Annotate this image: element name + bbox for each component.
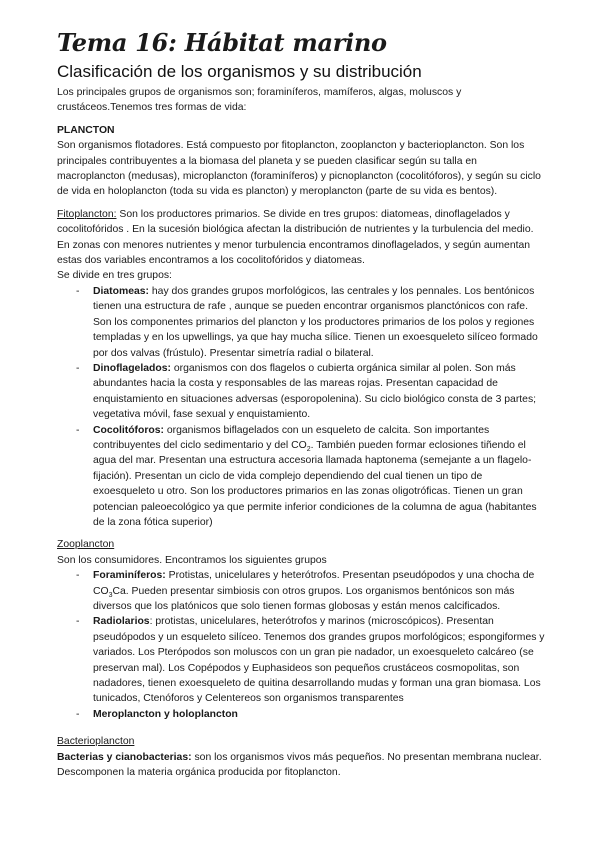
list-item-meroplancton: [93, 707, 547, 722]
fitoplancton-text: Son los productores primarios. Se divide en tres grupos: diatomeas, dinoflagelados y cocolitofóridos . En la sucesión biológica afectan la distribución de nutrientes y la turbulencia del medio. En zonas con menores nutrientes y menor turbulencia encontramos dinoflagelados, y según aumentan estas dos variables encontramos a los cocolitofóridos y diatomeas.: [57, 208, 534, 267]
zooplancton-label: Zooplancton: [57, 539, 115, 551]
fitoplancton-paragraph: [57, 207, 547, 269]
list-item-dinoflagelados: - Dinoflagelados: organismos con dos flagelos o cubierta orgánica similar al polen. Son más abundantes hacia la costa y responsables de las mareas rojas. Presentan capacidad de enquistamiento en situaciones adversas (esporopolenina). Su ciclo biológico consta de 3 partes; vegetativa móvil, fase sexual y enquistamiento.: [93, 361, 547, 423]
term-foraminiferos: Foraminíferos:: [93, 570, 166, 582]
plancton-paragraph: Son organismos flotadores. Está compuesto por fitoplancton, zooplancton y bacterioplancton. Son los principales contribuyentes a la biomasa del planeta y se pueden clasificar según su talla en macroplancton (medusas), microplancton (foraminíferos) y picnoplancton (cocolitóforos), y según su ciclo de vida en holoplancton (toda su vida es plancton) y meroplancton (parte de su vida es bentos).: [57, 140, 541, 198]
term-cocolitoforos: Cocolitóforos:: [93, 424, 164, 436]
page-title: Tema 16: Hábitat marino: [57, 28, 387, 57]
fitoplancton-list: [57, 284, 547, 531]
document-page: [57, 28, 547, 780]
bacterioplancton-label: Bacterioplancton: [57, 736, 135, 748]
plancton-heading: PLANCTON: [57, 124, 115, 136]
term-dinoflagelados: Dinoflagelados:: [93, 362, 171, 374]
term-bacterias: Bacterias y cianobacterias:: [57, 751, 192, 763]
term-diatomeas: Diatomeas:: [93, 285, 150, 297]
list-item-foraminiferos: - Foraminíferos: Protistas, unicelulares y heterótrofos. Presentan pseudópodos y una chocha de $CO_3Ca$. Pueden presentar simbiosis con otros grupos. Los organismos bentónicos son más diversos que los platónicos que solo tienen formas globosas y están menos calcificados.: [93, 568, 547, 614]
term-radiolarios: Radiolarios: [93, 616, 150, 628]
intro-paragraph: Los principales grupos de organismos son; foraminíferos, mamíferos, algas, moluscos y crustáceos.Tenemos tres formas de vida:: [57, 87, 462, 114]
fitoplancton-divide-text: Se divide en tres grupos:: [57, 270, 172, 282]
zooplancton-intro: Son los consumidores. Encontramos los siguientes grupos: [57, 554, 327, 566]
list-item-cocolitoforos: - Cocolitóforos: organismos biflagelados con un esqueleto de calcita. Son importantes contribuyentes del ciclo sedimentario y del $CO_2$. También pueden formar eclosiones tiñendo el agua del mar. Presentan una estructura accesoria llamada haptonema (semejante a un flagelo- fijación). Presentan un ciclo de vida complejo dependiendo del cual tienen un tipo de exoesqueleto u otro. Son los productores primarios en las zonas oligotróficas. Tienen un gran potencian paleoecológico ya que permite inferior condiciones de la columna de agua (habitantes de la zona fótica superior): [93, 423, 547, 531]
list-item-diatomeas: - Diatomeas: hay dos grandes grupos morfológicos, las centrales y los pennales. Los bentónicos tienen una estructura de rafe , aunque se pueden encontrar organismos planctónicos con rafe. Son los componentes primarios del plancton y los productores primarios de los polos y regiones templadas y en los upwellings, ya que hay mucha sílice. Tienen un exoesqueleto silíceo formado por dos valvas (frústulo). Presentar simetría radial o bilateral.: [93, 284, 547, 361]
fitoplancton-label: Fitoplancton:: [57, 208, 117, 220]
bacterioplancton-paragraph: Bacterias y cianobacterias: son los organismos vivos más pequeños. No presentan membrana nuclear. Descomponen la materia orgánica producida por fitoplancton.: [57, 751, 542, 779]
section-subtitle: Clasificación de los organismos y su distribución: [57, 62, 422, 81]
list-item-radiolarios: - Radiolarios: protistas, unicelulares, heterótrofos y marinos (microscópicos). Presentan pseudópodos y un esqueleto silíceo. Tenemos dos grandes grupos morfológicos; espongiformes y variados. Los Pterópodos son moluscos con un gran pie nadador, un exoesqueleto calcáreo (se preservan mal). Los Copépodos y Euphasideos son pequeños crustáceos cosmopolitas, son nadadores, tienen exoesqueleto de quitina desarrollando mudas y forman una gran biomasa. Los tunicados, Ctenóforos y Celentereos son organismos transparentes: [93, 614, 547, 706]
zooplancton-list: [57, 568, 547, 722]
term-meroplancton: Meroplancton y holoplancton: [93, 708, 238, 720]
